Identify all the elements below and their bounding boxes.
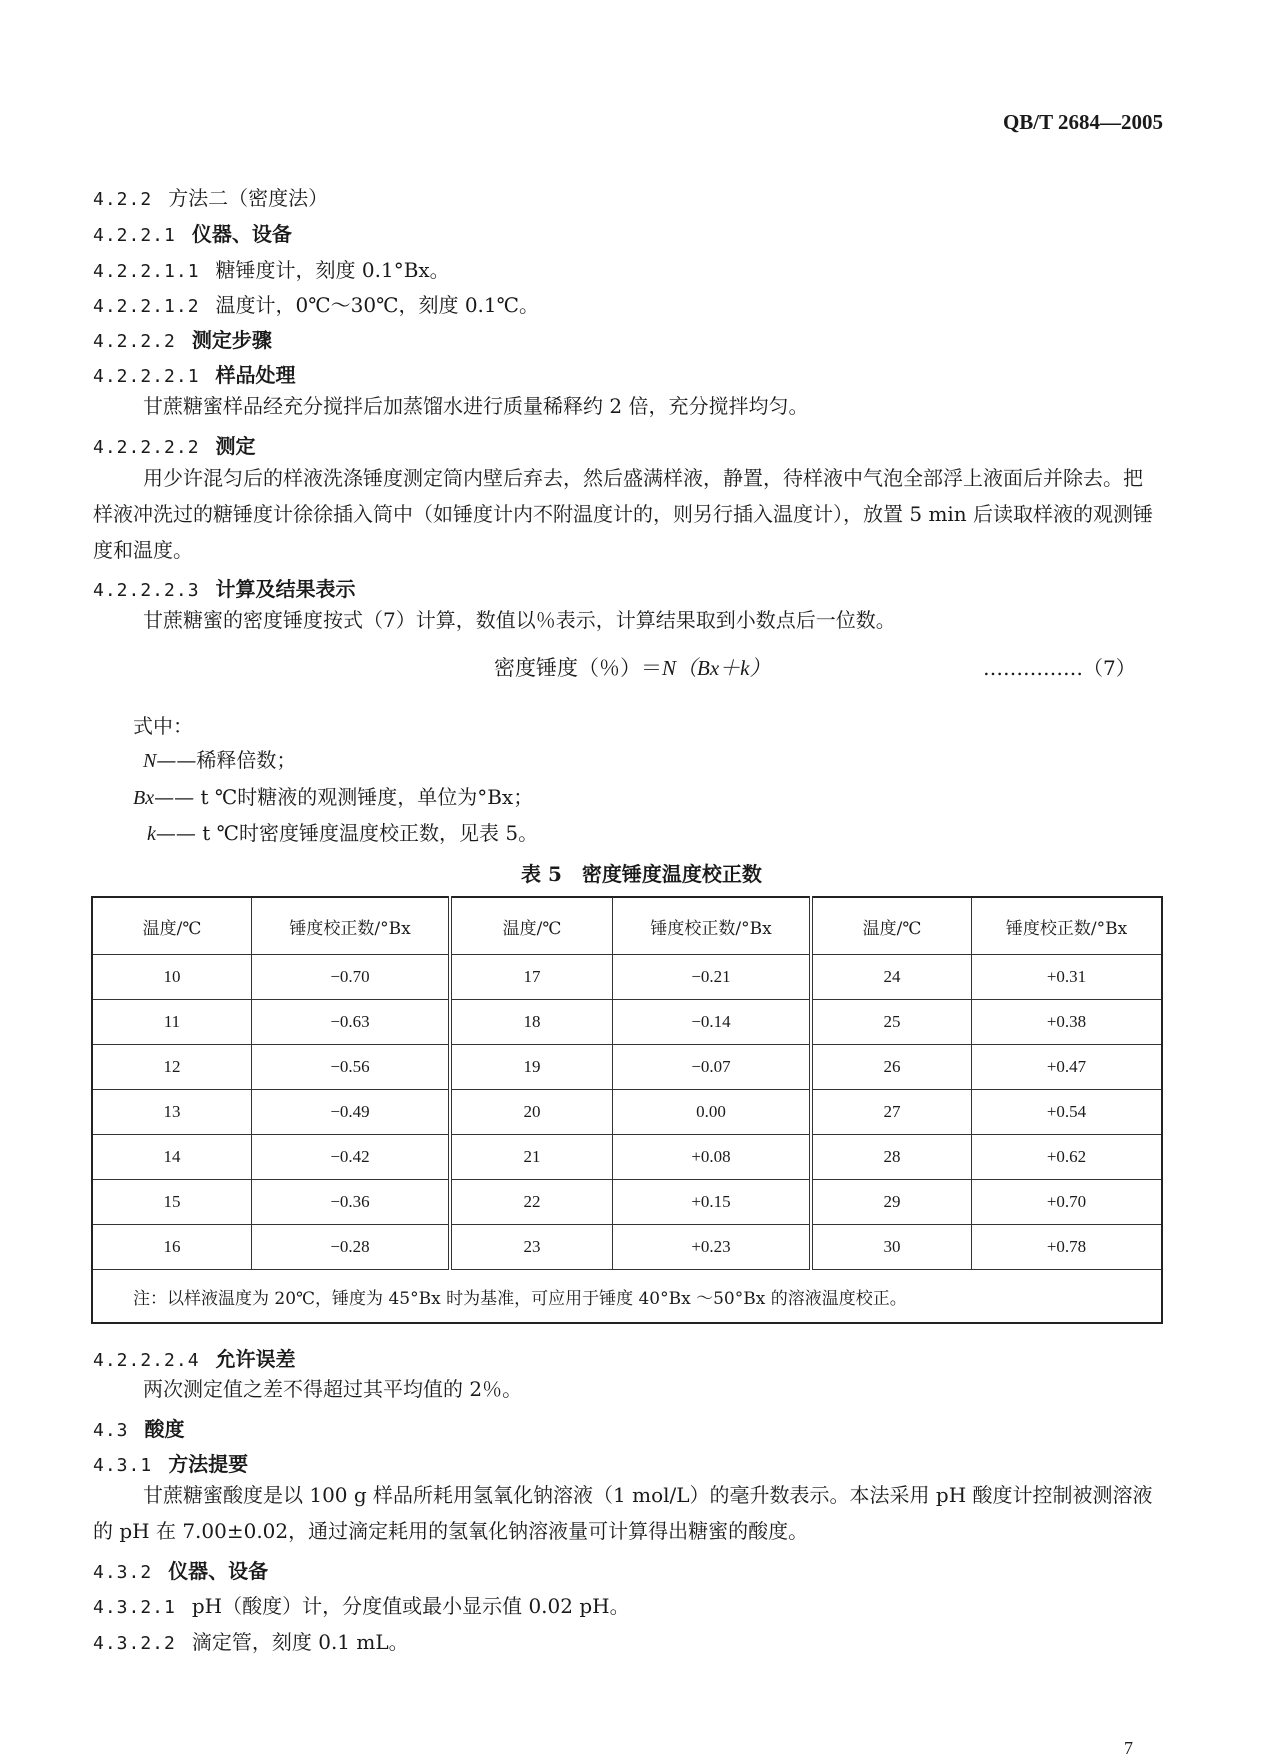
section-4-3-1: [93, 1448, 248, 1477]
paragraph-method-summary: 甘蔗糖蜜酸度是以 100 g 样品所耗用氢氧化钠溶液（1 mol/L）的毫升数表示。本法采用 pH 酸度计控制被测溶液的 pH 在 7.00±0.02，通过滴定耗用的氢氧化钠溶液量可计算得出糖蜜的酸度。: [93, 1483, 1153, 1543]
col-header: 温度/℃: [92, 897, 252, 955]
table-cell: −0.63: [252, 1000, 451, 1045]
paragraph-tolerance: 两次测定值之差不得超过其平均值的 2％。: [143, 1377, 523, 1401]
section-number: 4.3.1: [93, 1455, 153, 1476]
table-note: 注：以样液温度为 20℃，锤度为 45°Bx 时为基准，可应用于锤度 40°Bx ～50°Bx 的溶液温度校正。: [92, 1270, 1162, 1324]
section-4-2-2-1-2: [93, 289, 539, 318]
formula-rhs: N（Bx＋k）: [662, 656, 771, 680]
section-number: 4.2.2: [93, 189, 153, 210]
symbol-desc: ——稀释倍数；: [156, 748, 297, 772]
table-cell: 22: [450, 1180, 613, 1225]
table-cell: 15: [92, 1180, 252, 1225]
section-number: 4.3.2: [93, 1562, 153, 1583]
section-number: 4.2.2.2: [93, 331, 176, 352]
table-cell: 27: [811, 1090, 972, 1135]
table-note-row: [92, 1270, 1162, 1324]
table-cell: +0.62: [972, 1135, 1163, 1180]
table-cell: 19: [450, 1045, 613, 1090]
paragraph-calculation: 甘蔗糖蜜的密度锤度按式（7）计算，数值以％表示，计算结果取到小数点后一位数。: [143, 608, 896, 632]
table-cell: 13: [92, 1090, 252, 1135]
correction-table: [91, 896, 1163, 1324]
table-cell: +0.38: [972, 1000, 1163, 1045]
col-header: 温度/℃: [811, 897, 972, 955]
table-cell: 25: [811, 1000, 972, 1045]
table-cell: −0.70: [252, 955, 451, 1000]
section-4-3-2-2: [93, 1626, 409, 1655]
table-cell: 30: [811, 1225, 972, 1270]
where-item-n: [143, 744, 296, 773]
table-header-row: [92, 897, 1162, 955]
where-item-k: [147, 817, 538, 846]
table-cell: 17: [450, 955, 613, 1000]
table-cell: 29: [811, 1180, 972, 1225]
table-cell: −0.14: [613, 1000, 812, 1045]
table-cell: 14: [92, 1135, 252, 1180]
section-number: 4.2.2.1.1: [93, 261, 200, 282]
section-4-2-2-2-4: [93, 1343, 296, 1372]
section-number: 4.2.2.1: [93, 225, 176, 246]
table-cell: 10: [92, 955, 252, 1000]
page-number: 7: [1124, 1738, 1133, 1758]
section-4-2-2-2: [93, 324, 272, 353]
section-number: 4.2.2.2.4: [93, 1350, 200, 1371]
table-row: [92, 1000, 1162, 1045]
table-cell: +0.70: [972, 1180, 1163, 1225]
section-4-2-2: [93, 182, 328, 211]
section-4-2-2-2-1: [93, 359, 296, 388]
table-row: [92, 1180, 1162, 1225]
table-cell: 26: [811, 1045, 972, 1090]
section-number: 4.3.2.1: [93, 1597, 176, 1618]
table-cell: 0.00: [613, 1090, 812, 1135]
table-cell: −0.56: [252, 1045, 451, 1090]
formula-lhs: 密度锤度（％）＝: [494, 656, 662, 680]
table-cell: −0.28: [252, 1225, 451, 1270]
table-cell: +0.31: [972, 955, 1163, 1000]
table-cell: +0.23: [613, 1225, 812, 1270]
table-cell: 20: [450, 1090, 613, 1135]
col-header: 锤度校正数/°Bx: [972, 897, 1163, 955]
table-cell: −0.49: [252, 1090, 451, 1135]
table-cell: −0.42: [252, 1135, 451, 1180]
section-title: 测定: [215, 434, 256, 458]
section-4-2-2-1-1: [93, 254, 450, 283]
paragraph-sample-treatment: 甘蔗糖蜜样品经充分搅拌后加蒸馏水进行质量稀释约 2 倍，充分搅拌均匀。: [143, 394, 809, 418]
section-title: 允许误差: [215, 1347, 296, 1371]
section-text: 糖锤度计，刻度 0.1°Bx。: [215, 258, 450, 282]
table-cell: −0.07: [613, 1045, 812, 1090]
table-row: [92, 1135, 1162, 1180]
table-cell: 16: [92, 1225, 252, 1270]
symbol-desc: —— t ℃时密度锤度温度校正数，见表 5。: [155, 821, 539, 845]
table-row: [92, 955, 1162, 1000]
paragraph-measurement: 用少许混匀后的样液洗涤锤度测定筒内壁后弃去，然后盛满样液，静置，待样液中气泡全部浮上液面后并除去。把样液冲洗过的糖锤度计徐徐插入筒中（如锤度计内不附温度计的，则另行插入温度计），放置 5 min 后读取样液的观测锤度和温度。: [93, 466, 1154, 562]
table-cell: +0.54: [972, 1090, 1163, 1135]
section-4-2-2-1: [93, 218, 292, 247]
section-title: 酸度: [144, 1417, 185, 1441]
symbol-desc: —— t ℃时糖液的观测锤度，单位为°Bx；: [154, 785, 534, 809]
table-cell: 12: [92, 1045, 252, 1090]
section-4-3-2-1: [93, 1590, 630, 1619]
section-4-2-2-2-3: [93, 573, 356, 602]
section-number: 4.3.2.2: [93, 1633, 176, 1654]
section-number: 4.2.2.2.3: [93, 580, 200, 601]
section-title: 仪器、设备: [191, 222, 292, 246]
section-number: 4.2.2.2.2: [93, 437, 200, 458]
section-title: 测定步骤: [191, 328, 272, 352]
section-4-2-2-2-2: [93, 430, 256, 459]
col-header: 锤度校正数/°Bx: [613, 897, 812, 955]
section-text: 温度计，0℃～30℃，刻度 0.1℃。: [215, 293, 540, 317]
table-cell: −0.36: [252, 1180, 451, 1225]
symbol: N: [143, 750, 157, 772]
table-cell: −0.21: [613, 955, 812, 1000]
table-caption: 表 5 密度锤度温度校正数: [521, 862, 762, 886]
section-4-3-2: [93, 1555, 268, 1584]
document-code: QB/T 2684—2005: [1002, 110, 1163, 134]
table-cell: 18: [450, 1000, 613, 1045]
table-cell: 28: [811, 1135, 972, 1180]
table-cell: 24: [811, 955, 972, 1000]
section-text: 滴定管，刻度 0.1 mL。: [191, 1630, 409, 1654]
section-title: 方法提要: [168, 1452, 249, 1476]
section-4-3: [93, 1413, 185, 1442]
table-cell: 23: [450, 1225, 613, 1270]
where-intro: 式中：: [133, 714, 193, 738]
table-row: [92, 1225, 1162, 1270]
table-cell: 21: [450, 1135, 613, 1180]
where-item-bx: [133, 781, 533, 810]
table-cell: +0.15: [613, 1180, 812, 1225]
formula-7: [494, 652, 770, 682]
table-row: [92, 1090, 1162, 1135]
section-title: 样品处理: [215, 363, 296, 387]
section-text: pH（酸度）计，分度值或最小显示值 0.02 pH。: [191, 1594, 630, 1618]
table-cell: +0.47: [972, 1045, 1163, 1090]
section-title: 方法二（密度法）: [168, 186, 329, 210]
section-number: 4.2.2.2.1: [93, 366, 200, 387]
table-row: [92, 1045, 1162, 1090]
section-title: 计算及结果表示: [215, 577, 356, 601]
table-cell: +0.08: [613, 1135, 812, 1180]
table-cell: +0.78: [972, 1225, 1163, 1270]
symbol: k: [147, 823, 156, 845]
table-cell: 11: [92, 1000, 252, 1045]
formula-label: ……………（7）: [983, 656, 1136, 680]
col-header: 锤度校正数/°Bx: [252, 897, 451, 955]
col-header: 温度/℃: [450, 897, 613, 955]
section-number: 4.2.2.1.2: [93, 296, 200, 317]
symbol: Bx: [133, 787, 155, 809]
section-title: 仪器、设备: [168, 1559, 269, 1583]
section-number: 4.3: [93, 1420, 129, 1441]
